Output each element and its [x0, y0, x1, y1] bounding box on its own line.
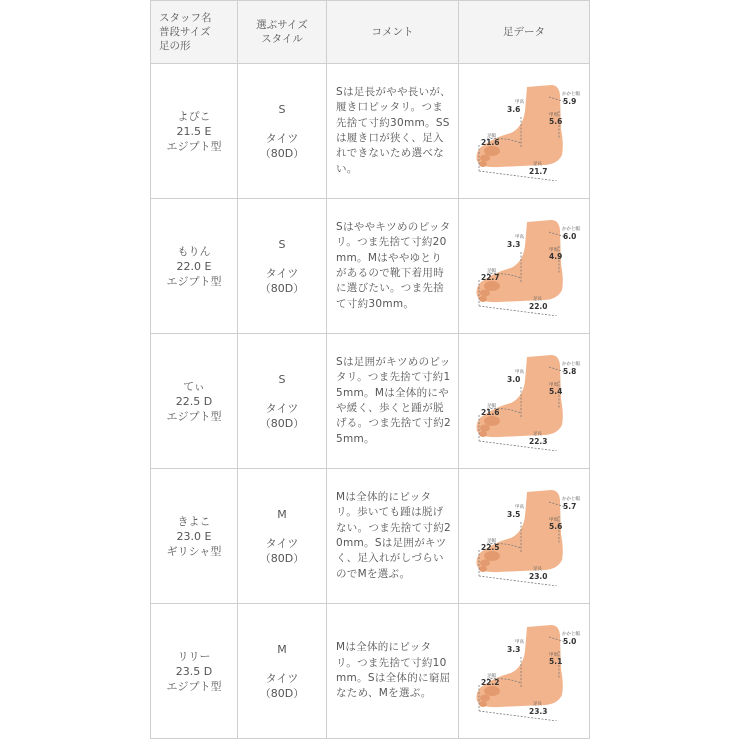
toe-shape — [480, 290, 490, 297]
arch-value: 5.1 — [549, 657, 563, 666]
foot-diagram — [465, 621, 583, 721]
style-name: タイツ — [265, 131, 299, 145]
toe-shape — [484, 686, 500, 696]
instep-value: 3.5 — [507, 510, 521, 519]
foot-cell — [459, 469, 590, 604]
staff-cell — [151, 334, 238, 469]
table-row — [151, 469, 590, 604]
style-name: タイツ — [265, 401, 299, 415]
size-cell — [238, 199, 327, 334]
arch-label: 甲周 — [549, 113, 558, 118]
instep-value: 3.3 — [507, 240, 521, 249]
header-usual-size: 普段サイズ — [159, 26, 211, 38]
width-label: 足幅 — [487, 404, 496, 409]
staff-cell — [151, 469, 238, 604]
toe-shape — [479, 701, 487, 707]
staff-name: てぃ — [183, 379, 205, 393]
toe-shape — [484, 146, 500, 156]
foot-cell — [459, 64, 590, 199]
width-label: 足幅 — [487, 539, 496, 544]
heel-width-label: かかと幅 — [562, 227, 580, 232]
toe-shape — [484, 416, 500, 426]
length-value: 23.0 — [529, 572, 548, 581]
chosen-size: S — [278, 237, 286, 251]
staff-cell — [151, 64, 238, 199]
toe-shape — [484, 551, 500, 561]
heel-width-value: 5.7 — [563, 502, 577, 511]
arch-value: 5.6 — [549, 522, 563, 531]
foot-shape: エジプト型 — [166, 274, 222, 288]
instep-label: 甲高 — [515, 505, 524, 510]
width-value: 22.7 — [481, 273, 500, 282]
length-value: 21.7 — [529, 167, 548, 176]
arch-label: 甲周 — [549, 518, 558, 523]
header-style: スタイル — [261, 33, 303, 45]
header-size — [238, 1, 327, 64]
size-cell — [238, 334, 327, 469]
foot-diagram — [465, 81, 583, 181]
style-name: タイツ — [265, 266, 299, 280]
size-cell — [238, 604, 327, 739]
foot-data-table — [150, 0, 590, 739]
comment-cell — [327, 334, 459, 469]
arch-value: 5.4 — [549, 387, 563, 396]
heel-width-label: かかと幅 — [562, 92, 580, 97]
width-value: 22.2 — [481, 678, 500, 687]
header-comment: コメント — [327, 1, 459, 64]
usual-size: 23.5 D — [175, 664, 213, 678]
toe-shape — [479, 161, 487, 167]
chosen-size: S — [278, 102, 286, 116]
denier: （80D） — [259, 416, 305, 430]
heel-width-value: 5.8 — [563, 367, 577, 376]
header-staff-name: スタッフ名 — [159, 12, 212, 24]
width-value: 21.6 — [481, 138, 500, 147]
instep-label: 甲高 — [515, 640, 524, 645]
instep-value: 3.3 — [507, 645, 521, 654]
chosen-size: M — [277, 642, 287, 656]
foot-cell — [459, 199, 590, 334]
toe-shape — [480, 155, 490, 162]
denier: （80D） — [259, 146, 305, 160]
comment-cell — [327, 469, 459, 604]
comment-text: Sはややキツめのピッタリ。つま先捨て寸約20mm。Mはややゆとりがあるので靴下着用時に選びたい。つま先捨て寸約30mm。 — [336, 220, 451, 310]
style-name: タイツ — [265, 536, 299, 550]
instep-value: 3.6 — [507, 105, 521, 114]
arch-label: 甲周 — [549, 383, 558, 388]
usual-size: 22.5 D — [175, 394, 213, 408]
toe-shape — [480, 425, 490, 432]
header-row — [151, 1, 590, 64]
toe-shape — [480, 695, 490, 702]
arch-label: 甲周 — [549, 248, 558, 253]
size-cell — [238, 64, 327, 199]
staff-name: よぴこ — [177, 109, 211, 123]
table-row — [151, 334, 590, 469]
foot-cell — [459, 604, 590, 739]
length-label: 足長 — [533, 297, 542, 302]
chosen-size: M — [277, 507, 287, 521]
toe-shape — [479, 431, 487, 437]
arch-value: 4.9 — [549, 252, 563, 261]
comment-cell — [327, 604, 459, 739]
staff-name: もりん — [177, 244, 211, 258]
foot-shape: エジプト型 — [166, 679, 222, 693]
width-label: 足幅 — [487, 134, 496, 139]
foot-shape: エジプト型 — [166, 139, 222, 153]
length-label: 足長 — [533, 567, 542, 572]
foot-diagram — [465, 486, 583, 586]
header-staff — [151, 1, 238, 64]
toe-shape — [479, 296, 487, 302]
header-foot: 足データ — [459, 1, 590, 64]
length-value: 22.3 — [529, 437, 548, 446]
arch-label: 甲周 — [549, 653, 558, 658]
heel-width-label: かかと幅 — [562, 362, 580, 367]
comment-text: Sは足長がやや長いが、履き口ピッタリ。つま先捨て寸約30mm。SSは履き口が狭く、足入れできないため選べない。 — [336, 85, 451, 175]
length-value: 22.0 — [529, 302, 548, 311]
comment-text: Mは全体的にピッタリ。歩いても踵は脱げない。つま先捨て寸約20mm。Sは足囲がキツく、足入れがしづらいのでMを選ぶ。 — [336, 490, 451, 580]
heel-width-value: 5.0 — [563, 637, 577, 646]
foot-shape: ギリシャ型 — [166, 544, 222, 558]
usual-size: 22.0 E — [176, 259, 212, 273]
comment-text: Mは全体的にピッタリ。つま先捨て寸約10mm。Sは全体的に窮屈なため、Mを選ぶ。 — [336, 641, 451, 700]
width-value: 22.5 — [481, 543, 500, 552]
heel-width-value: 6.0 — [563, 232, 577, 241]
size-cell — [238, 469, 327, 604]
heel-width-label: かかと幅 — [562, 497, 580, 502]
width-value: 21.6 — [481, 408, 500, 417]
comment-cell — [327, 64, 459, 199]
foot-diagram — [465, 216, 583, 316]
width-label: 足幅 — [487, 674, 496, 679]
comment-text: Sは足囲がキツめのピッタリ。つま先捨て寸約15mm。Mは全体的にやや緩く、歩くと踵が脱げる。つま先捨て寸約25mm。 — [336, 355, 451, 445]
toe-shape — [484, 281, 500, 291]
style-name: タイツ — [265, 671, 299, 685]
usual-size: 21.5 E — [176, 124, 212, 138]
instep-label: 甲高 — [515, 235, 524, 240]
usual-size: 23.0 E — [176, 529, 212, 543]
comment-cell — [327, 199, 459, 334]
instep-label: 甲高 — [515, 370, 524, 375]
arch-value: 5.6 — [549, 117, 563, 126]
denier: （80D） — [259, 551, 305, 565]
instep-value: 3.0 — [507, 375, 521, 384]
length-value: 23.3 — [529, 707, 548, 716]
toe-shape — [479, 566, 487, 572]
length-label: 足長 — [533, 702, 542, 707]
foot-diagram — [465, 351, 583, 451]
heel-width-label: かかと幅 — [562, 632, 580, 637]
denier: （80D） — [259, 686, 305, 700]
length-label: 足長 — [533, 432, 542, 437]
staff-name: きよこ — [177, 514, 211, 528]
table-row — [151, 604, 590, 739]
staff-cell — [151, 199, 238, 334]
foot-shape: エジプト型 — [166, 409, 222, 423]
length-label: 足長 — [533, 162, 542, 167]
chosen-size: S — [278, 372, 286, 386]
staff-name: リリー — [177, 649, 211, 663]
denier: （80D） — [259, 281, 305, 295]
staff-cell — [151, 604, 238, 739]
foot-cell — [459, 334, 590, 469]
header-foot-shape: 足の形 — [159, 40, 191, 52]
instep-label: 甲高 — [515, 100, 524, 105]
table-row — [151, 199, 590, 334]
table-row — [151, 64, 590, 199]
toe-shape — [480, 560, 490, 567]
width-label: 足幅 — [487, 269, 496, 274]
header-choose-size: 選ぶサイズ — [256, 19, 308, 31]
heel-width-value: 5.9 — [563, 97, 577, 106]
